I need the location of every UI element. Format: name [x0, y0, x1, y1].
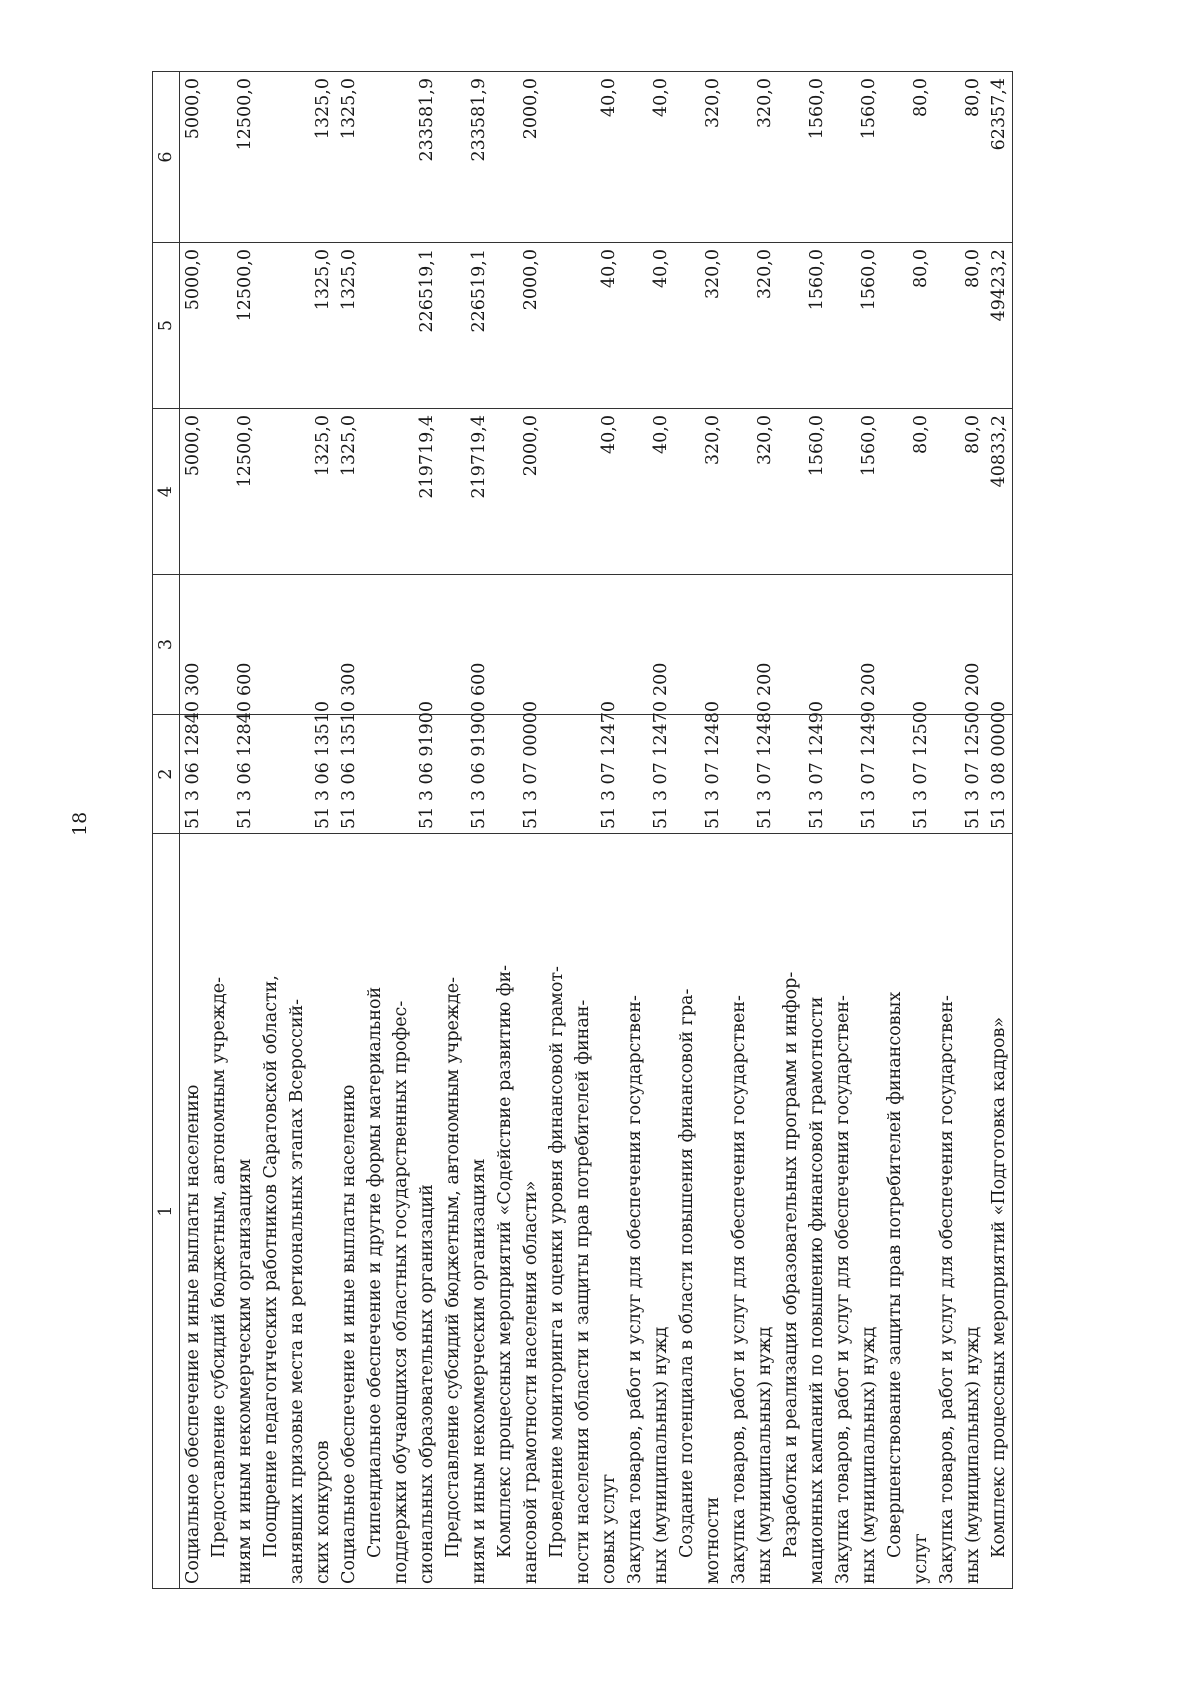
- expense-type-cell: [986, 575, 1013, 715]
- amount-col4-cell-value: 320,0: [755, 415, 775, 466]
- amount-col6-cell-value: 233581,9: [417, 78, 437, 162]
- amount-col6-cell-value: 1560,0: [859, 78, 879, 140]
- amount-col4-cell: [336, 409, 362, 575]
- expense-type-cell-value: [414, 579, 440, 696]
- amount-col5-cell: [934, 243, 986, 409]
- table-row: [830, 72, 882, 1589]
- item-name-line: Комплекс процессных мероприятий «Содействие развитию фи-: [495, 964, 515, 1558]
- amount-col6-cell: [336, 72, 362, 243]
- table-row: [362, 72, 440, 1589]
- column-header-5: 5: [153, 243, 180, 409]
- target-code-cell: [622, 700, 674, 834]
- amount-col5-cell: [674, 243, 726, 409]
- amount-col6-cell: [778, 72, 830, 243]
- amount-col4-cell: [934, 409, 986, 575]
- item-name-line: ности населения области и защиты прав потребителей финан-: [573, 999, 593, 1584]
- item-name-cell: [778, 834, 830, 1589]
- amount-col4-cell-value: 1325,0: [313, 415, 333, 477]
- amount-col6-cell: [986, 72, 1013, 243]
- amount-col4-cell-value: 12500,0: [235, 415, 255, 488]
- amount-col5-cell-value: 40,0: [599, 249, 619, 288]
- expense-type-cell: [440, 575, 492, 715]
- amount-col5-cell: [206, 243, 258, 409]
- target-code-cell: [674, 700, 726, 834]
- expense-type-cell-value: 200: [755, 662, 775, 696]
- expense-type-cell-value: 200: [651, 662, 671, 696]
- target-code-cell-value: 51 3 07 12470: [651, 700, 671, 829]
- expense-type-cell-value: 600: [469, 662, 489, 696]
- amount-col4-cell-value: 2000,0: [521, 415, 541, 477]
- amount-col4-cell: [440, 409, 492, 575]
- target-code-cell: [492, 700, 544, 834]
- item-name-cell: [882, 834, 934, 1589]
- amount-col6-cell-value: 40,0: [651, 78, 671, 117]
- target-code-cell: [362, 700, 440, 834]
- table-row: [674, 72, 726, 1589]
- item-name-line: Проведение мониторинга и оценки уровня финансовой грамот-: [547, 966, 567, 1558]
- table-row: [206, 72, 258, 1589]
- item-name-line: ных (муниципальных) нужд: [755, 1326, 775, 1584]
- amount-col6-cell-value: 320,0: [703, 78, 723, 129]
- amount-col5-cell-value: 1325,0: [313, 249, 333, 311]
- amount-col6-cell: [544, 72, 622, 243]
- expense-type-cell-value: 300: [339, 662, 359, 696]
- item-name-cell: [986, 834, 1013, 1589]
- table-header: [153, 72, 180, 1589]
- amount-col5-cell-value: 1560,0: [807, 249, 827, 311]
- table-row: [622, 72, 674, 1589]
- target-code-cell-value: 51 3 07 12490: [807, 700, 827, 829]
- amount-col4-cell-value: 80,0: [911, 415, 931, 454]
- item-name-cell: [726, 834, 778, 1589]
- item-name-cell: [440, 834, 492, 1589]
- expense-type-cell: [674, 575, 726, 715]
- target-code-cell-value: 51 3 08 00000: [989, 700, 1009, 829]
- item-name-cell: [622, 834, 674, 1589]
- amount-col6-cell: [726, 72, 778, 243]
- amount-col6-cell: [934, 72, 986, 243]
- item-name-line: мотности: [703, 1496, 723, 1584]
- amount-col5-cell: [180, 243, 207, 409]
- item-name-line: Социальное обеспечение и иные выплаты населению: [183, 1084, 203, 1584]
- item-name-line: Закупка товаров, работ и услуг для обеспечения государствен-: [937, 995, 957, 1584]
- target-code-cell: [206, 700, 258, 834]
- target-code-cell: [934, 700, 986, 834]
- target-code-cell-value: 51 3 06 91900: [417, 700, 437, 829]
- amount-col6-cell-value: 1560,0: [807, 78, 827, 140]
- table-row: [726, 72, 778, 1589]
- target-code-cell: [440, 700, 492, 834]
- amount-col6-cell-value: 62357,4: [989, 78, 1009, 151]
- budget-table: [152, 71, 1013, 1589]
- amount-col6-cell: [206, 72, 258, 243]
- target-code-cell: [986, 700, 1013, 834]
- amount-col6-cell-value: 1325,0: [313, 78, 333, 140]
- amount-col4-cell: [362, 409, 440, 575]
- amount-col6-cell-value: 80,0: [911, 78, 931, 117]
- amount-col6-cell: [440, 72, 492, 243]
- item-name-line: Совершенствование защиты прав потребителей финансовых: [885, 991, 905, 1558]
- item-name-line: совых услуг: [599, 1473, 619, 1584]
- column-header-2: 2: [153, 715, 180, 834]
- item-name-line: ниям и иным некоммерческим организациям: [235, 1158, 255, 1584]
- amount-col6-cell-value: 320,0: [755, 78, 775, 129]
- item-name-cell: [492, 834, 544, 1589]
- amount-col4-cell: [258, 409, 336, 575]
- amount-col5-cell: [830, 243, 882, 409]
- target-code-cell-value: 51 3 07 12500: [963, 700, 983, 829]
- item-name-line: ных (муниципальных) нужд: [963, 1326, 983, 1584]
- expense-type-cell-value: 200: [859, 662, 879, 696]
- amount-col4-cell-value: 40,0: [599, 415, 619, 454]
- item-name-line: ных (муниципальных) нужд: [859, 1326, 879, 1584]
- target-code-cell: [830, 700, 882, 834]
- amount-col5-cell: [440, 243, 492, 409]
- item-name-line: Комплекс процессных мероприятий «Подготовка кадров»: [989, 1016, 1009, 1558]
- target-code-cell-value: 51 3 06 91900: [469, 700, 489, 829]
- item-name-cell: [258, 834, 336, 1589]
- target-code-cell-value: 51 3 06 13510: [339, 700, 359, 829]
- table-row: [180, 72, 207, 1589]
- expense-type-cell: [778, 575, 830, 715]
- table-body: [180, 72, 1013, 1589]
- amount-col5-cell: [362, 243, 440, 409]
- target-code-cell-value: 51 3 07 00000: [521, 700, 541, 829]
- amount-col5-cell: [258, 243, 336, 409]
- expense-type-cell-value: [908, 579, 934, 696]
- amount-col6-cell: [882, 72, 934, 243]
- item-name-line: Закупка товаров, работ и услуг для обеспечения государствен-: [833, 995, 853, 1584]
- amount-col4-cell-value: 5000,0: [183, 415, 203, 477]
- expense-type-cell-value: 300: [183, 662, 203, 696]
- amount-col4-cell-value: 219719,4: [469, 415, 489, 499]
- amount-col6-cell: [674, 72, 726, 243]
- amount-col5-cell: [882, 243, 934, 409]
- item-name-line: ных (муниципальных) нужд: [651, 1326, 671, 1584]
- amount-col5-cell-value: 320,0: [703, 249, 723, 300]
- amount-col5-cell: [492, 243, 544, 409]
- amount-col4-cell-value: 219719,4: [417, 415, 437, 499]
- amount-col4-cell-value: 1560,0: [807, 415, 827, 477]
- item-name-line: Закупка товаров, работ и услуг для обеспечения государствен-: [625, 995, 645, 1584]
- amount-col5-cell-value: 80,0: [911, 249, 931, 288]
- amount-col5-cell-value: 12500,0: [235, 249, 255, 322]
- expense-type-cell: [934, 575, 986, 715]
- column-header-6: 6: [153, 72, 180, 243]
- target-code-cell-value: 51 3 07 12480: [755, 700, 775, 829]
- amount-col5-cell-value: 1325,0: [339, 249, 359, 311]
- table-row: [258, 72, 336, 1589]
- item-name-line: Социальное обеспечение и иные выплаты населению: [339, 1084, 359, 1584]
- item-name-cell: [830, 834, 882, 1589]
- item-name-cell: [180, 834, 207, 1589]
- item-name-line: Поощрение педагогических работников Саратовской области,: [261, 975, 281, 1558]
- amount-col5-cell-value: 1560,0: [859, 249, 879, 311]
- item-name-line: Закупка товаров, работ и услуг для обеспечения государствен-: [729, 995, 749, 1584]
- amount-col5-cell-value: 320,0: [755, 249, 775, 300]
- expense-type-cell: [882, 575, 934, 715]
- target-code-cell: [336, 700, 362, 834]
- amount-col6-cell: [258, 72, 336, 243]
- table-row: [492, 72, 544, 1589]
- amount-col5-cell: [544, 243, 622, 409]
- expense-type-cell: [830, 575, 882, 715]
- amount-col6-cell: [622, 72, 674, 243]
- item-name-cell: [674, 834, 726, 1589]
- amount-col5-cell: [778, 243, 830, 409]
- expense-type-cell: [180, 575, 207, 715]
- expense-type-cell-value: [310, 579, 336, 696]
- target-code-cell: [882, 700, 934, 834]
- amount-col4-cell: [726, 409, 778, 575]
- amount-col4-cell-value: 320,0: [703, 415, 723, 466]
- expense-type-cell-value: [700, 579, 726, 696]
- amount-col5-cell: [726, 243, 778, 409]
- amount-col4-cell: [544, 409, 622, 575]
- item-name-line: мационных кампаний по повышению финансовой грамотности: [807, 996, 827, 1584]
- expense-type-cell-value: 200: [963, 662, 983, 696]
- table-row: [336, 72, 362, 1589]
- table-row: [934, 72, 986, 1589]
- target-code-cell-value: 51 3 06 12840: [235, 700, 255, 829]
- budget-table-wrapper: [152, 72, 1044, 1589]
- amount-col4-cell: [492, 409, 544, 575]
- amount-col4-cell: [986, 409, 1013, 575]
- target-code-cell-value: 51 3 07 12480: [703, 700, 723, 829]
- amount-col5-cell: [622, 243, 674, 409]
- item-name-cell: [206, 834, 258, 1589]
- amount-col4-cell: [830, 409, 882, 575]
- column-header-4: 4: [153, 409, 180, 575]
- amount-col4-cell: [206, 409, 258, 575]
- table-row: [778, 72, 830, 1589]
- item-name-line: услуг: [911, 1533, 931, 1584]
- amount-col5-cell-value: 226519,1: [417, 249, 437, 333]
- target-code-cell-value: 51 3 07 12470: [599, 700, 619, 829]
- header-row: [153, 72, 180, 1589]
- expense-type-cell: [544, 575, 622, 715]
- item-name-line: ниям и иным некоммерческим организациям: [469, 1158, 489, 1584]
- item-name-cell: [336, 834, 362, 1589]
- amount-col6-cell: [362, 72, 440, 243]
- expense-type-cell: [336, 575, 362, 715]
- table-row: [440, 72, 492, 1589]
- target-code-cell-value: 51 3 06 13510: [313, 700, 333, 829]
- item-name-line: ских конкурсов: [313, 1440, 333, 1584]
- amount-col4-cell-value: 1325,0: [339, 415, 359, 477]
- item-name-line: поддержки обучающихся областных государственных профес-: [391, 1000, 411, 1584]
- item-name-line: Разработка и реализация образовательных программ и инфор-: [781, 971, 801, 1558]
- target-code-cell: [544, 700, 622, 834]
- amount-col6-cell-value: 40,0: [599, 78, 619, 117]
- amount-col4-cell-value: 40833,2: [989, 415, 1009, 488]
- amount-col6-cell: [180, 72, 207, 243]
- expense-type-cell-value: [596, 579, 622, 696]
- amount-col4-cell-value: 1560,0: [859, 415, 879, 477]
- target-code-cell-value: 51 3 07 12500: [911, 700, 931, 829]
- table-row: [882, 72, 934, 1589]
- expense-type-cell-value: [518, 579, 544, 696]
- amount-col6-cell-value: 1325,0: [339, 78, 359, 140]
- amount-col5-cell-value: 40,0: [651, 249, 671, 288]
- expense-type-cell: [258, 575, 336, 715]
- amount-col5-cell-value: 49423,2: [989, 249, 1009, 322]
- amount-col5-cell-value: 80,0: [963, 249, 983, 288]
- expense-type-cell: [622, 575, 674, 715]
- expense-type-cell-value: [986, 579, 1012, 696]
- expense-type-cell: [362, 575, 440, 715]
- amount-col6-cell-value: 2000,0: [521, 78, 541, 140]
- table-row: [544, 72, 622, 1589]
- amount-col6-cell: [492, 72, 544, 243]
- amount-col6-cell-value: 12500,0: [235, 78, 255, 151]
- target-code-cell: [258, 700, 336, 834]
- amount-col4-cell: [674, 409, 726, 575]
- column-header-1: 1: [153, 834, 180, 1589]
- expense-type-cell: [726, 575, 778, 715]
- expense-type-cell: [206, 575, 258, 715]
- amount-col5-cell-value: 5000,0: [183, 249, 203, 311]
- amount-col6-cell: [830, 72, 882, 243]
- item-name-cell: [362, 834, 440, 1589]
- amount-col6-cell-value: 5000,0: [183, 78, 203, 140]
- amount-col4-cell-value: 40,0: [651, 415, 671, 454]
- item-name-line: Предоставление субсидий бюджетным, автономным учрежде-: [443, 976, 463, 1558]
- target-code-cell: [778, 700, 830, 834]
- amount-col5-cell: [986, 243, 1013, 409]
- item-name-line: занявших призовые места на региональных этапах Всероссий-: [287, 998, 307, 1584]
- amount-col4-cell: [622, 409, 674, 575]
- target-code-cell: [180, 700, 207, 834]
- target-code-cell: [726, 700, 778, 834]
- item-name-line: Создание потенциала в области повышения финансовой гра-: [677, 988, 697, 1558]
- column-header-3: 3: [153, 575, 180, 715]
- amount-col4-cell: [778, 409, 830, 575]
- amount-col5-cell-value: 226519,1: [469, 249, 489, 333]
- amount-col5-cell: [336, 243, 362, 409]
- item-name-line: сиональных образовательных организаций: [417, 1184, 437, 1584]
- target-code-cell-value: 51 3 07 12490: [859, 700, 879, 829]
- amount-col4-cell: [882, 409, 934, 575]
- amount-col4-cell: [180, 409, 207, 575]
- amount-col5-cell-value: 2000,0: [521, 249, 541, 311]
- expense-type-cell-value: 600: [235, 662, 255, 696]
- item-name-line: нансовой грамотности населения области»: [521, 1180, 541, 1584]
- page-number: 18: [69, 811, 91, 836]
- amount-col4-cell-value: 80,0: [963, 415, 983, 454]
- item-name-cell: [544, 834, 622, 1589]
- table-row: [986, 72, 1013, 1589]
- target-code-cell-value: 51 3 06 12840: [183, 700, 203, 829]
- item-name-cell: [934, 834, 986, 1589]
- expense-type-cell: [492, 575, 544, 715]
- item-name-line: Стипендиальное обеспечение и другие формы материальной: [365, 986, 385, 1558]
- item-name-line: Предоставление субсидий бюджетным, автономным учрежде-: [209, 976, 229, 1558]
- amount-col6-cell-value: 233581,9: [469, 78, 489, 162]
- expense-type-cell-value: [804, 579, 830, 696]
- amount-col6-cell-value: 80,0: [963, 78, 983, 117]
